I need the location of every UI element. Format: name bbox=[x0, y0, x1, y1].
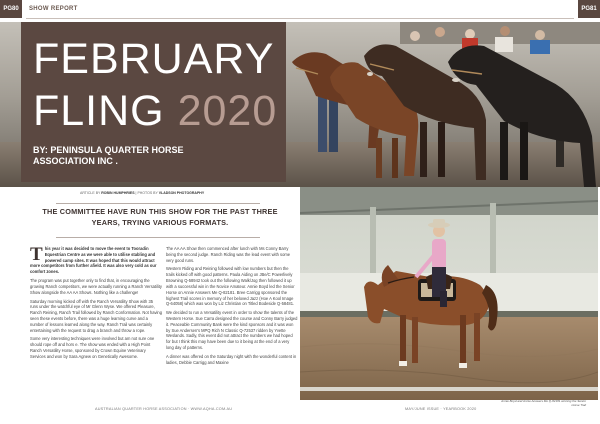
standfirst-rule-bottom bbox=[56, 237, 260, 238]
arena-photo-rider bbox=[300, 187, 598, 400]
body-paragraph: Western Riding and Reining followed with low numbers but then the trails kicked off with good patterns. Paula Aiding on JBe/C Powerlively Browning Q-58942 took out the following Walk/Jog then followed it up with a successful win in the Novice Amateur. Annie Boyd led the Senior Horse on Annie Answers Me Q-82181. Bree Carrigg sponsored the highest Trail scores in memory of her beloved Jazz (Hoe A Kool Image Q-64058) which was won by Liz Christian on Titled Bodeside Q-58481. bbox=[166, 266, 295, 307]
photo-caption: Annie Boyd and Annie Answers Me Q-82181 winning the Senior Horse Trail bbox=[501, 399, 586, 407]
article-credits: ARTICLE BY ROBIN HUMPHRIES | PHOTOS BY VLADSON PHOTOGRAPHY bbox=[80, 191, 205, 195]
photographer-name: VLADSON PHOTOGRAPHY bbox=[158, 191, 205, 195]
byline: BY: PENINSULA QUARTER HORSE ASSOCIATION INC . bbox=[33, 145, 184, 167]
body-paragraph: Saturday morning kicked off with the Ranch Versatility Show with 35 runs under the watchful eye of Mr Glenn Wyse. We offered Pleasure, Ranch Reining, Ranch Trail followed by Ranch Conformation. Not having seen these events before, there was a huge learning curve and a number of lessons learned along the way. Ranch Trail was certainly entertaining with the request to drag a branch and throw a rope. bbox=[30, 298, 162, 333]
rider-illustration bbox=[300, 187, 598, 400]
body-paragraph: Some very interesting techniques were involved but am not sure one should rope off and hors e. The show was ended with a High Point Ranch Versatility Horse, sponsored by Crown Equine Veterinary Services and won by Sara Agnew on Genetically Awesome. bbox=[30, 336, 155, 359]
drop-cap: T bbox=[30, 244, 43, 265]
body-paragraph: The AA AA Show then commenced after lunch with Ms Conny Barry being the second judge. Ranch Riding was the lead event with some very good runs. bbox=[166, 246, 291, 263]
title-line-1: FEBRUARY bbox=[33, 35, 275, 83]
footer-left: AUSTRALIAN QUARTER HORSE ASSOCIATION · WWW.AQHA.COM.AU bbox=[95, 407, 233, 411]
title-year: 2020 bbox=[177, 87, 278, 135]
header-rule bbox=[26, 18, 574, 19]
body-paragraph: A dinner was offered on the Saturday night with the wonderful content in ladies, Debbie Carrigg and Maxine bbox=[166, 353, 297, 365]
body-column-1 bbox=[30, 246, 162, 363]
photos-prefix: PHOTOS BY bbox=[137, 191, 158, 195]
standfirst: THE COMMITTEE HAVE RUN THIS SHOW FOR THE PAST THREE YEARS, TRYING VARIOUS FORMATS. bbox=[42, 207, 278, 227]
lead-paragraph: his year it was decided to move the event to Tooradin Equestrian Centre as we were able to utilise stabling and powered camp sites. It was hoped that this would attract more competitors from further afield. It was also very cold as our comfort zones. bbox=[30, 246, 157, 275]
title-line-2 bbox=[33, 87, 278, 135]
section-label: SHOW REPORT bbox=[29, 6, 78, 12]
title-word: FLING bbox=[33, 87, 165, 135]
author-name: ROBIN HUMPHRIES bbox=[101, 191, 135, 195]
article-prefix: ARTICLE BY bbox=[80, 191, 101, 195]
page-number-right: PG81 bbox=[578, 0, 600, 18]
body-column-2 bbox=[166, 246, 298, 368]
body-paragraph: The program was put together only to find that, in encouraging the growing Ranch competitors, we were actually running a Ranch Versatility Show alongside the AA AA Shows. Nothing like a challenge! bbox=[30, 278, 162, 295]
standfirst-rule-top bbox=[56, 203, 260, 204]
body-paragraph: We decided to run a Versatility event in order to show the talents of the Western Horse. Sue Carra designed the course and Conny Barry judged it. Peaceable Community Bank were the kind sponsors and it was won by Sue Andersen's MPQ Rich N Classic Q-72537 ridden by Yvette Weslands. Sadly, this event did not attract the numbers we had hoped for but I think this may have been due to it being at the end of a very long day of patterns. bbox=[166, 310, 298, 350]
footer-right: MAY/JUNE ISSUE · YEARBOOK 2020 bbox=[405, 407, 477, 411]
page-number-left: PG80 bbox=[0, 0, 22, 18]
